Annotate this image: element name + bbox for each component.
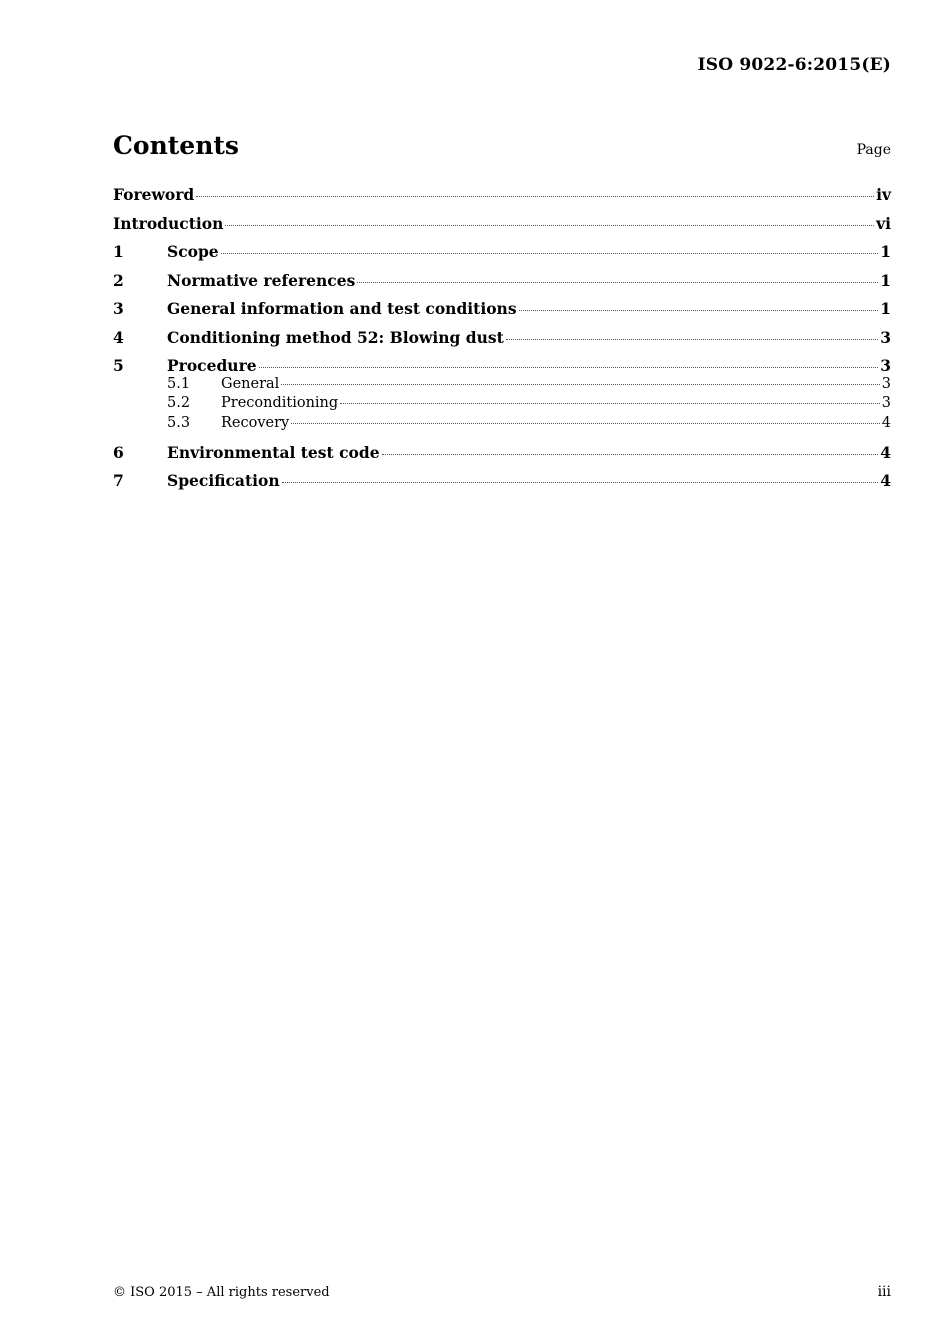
toc-entry-label: Normative references	[167, 270, 356, 290]
toc-entry-conditioning-method[interactable]	[113, 328, 891, 357]
toc-subentry-preconditioning[interactable]	[113, 395, 891, 414]
toc-leader-dots	[196, 196, 874, 197]
toc-entry-scope[interactable]	[113, 242, 891, 271]
toc-entry-number: 1	[113, 242, 124, 261]
toc-entry-label: Foreword	[113, 185, 195, 204]
toc-leader-dots	[225, 225, 874, 226]
toc-subentry-number: 5.3	[167, 414, 191, 431]
toc-entry-label: Environmental test code	[167, 442, 380, 462]
toc-entry-page: 1	[880, 270, 891, 290]
toc-entry-label: Introduction	[113, 213, 224, 233]
toc-entry-number: 6	[113, 442, 124, 462]
toc-entry-label: Conditioning method 52: Blowing dust	[167, 327, 504, 347]
toc-entry-label: Specification	[167, 471, 280, 491]
toc-subentry-general[interactable]	[113, 376, 891, 395]
toc-leader-dots	[506, 339, 878, 340]
toc-entry-number: 5	[113, 356, 124, 375]
toc-subentry-label: General	[221, 376, 280, 392]
toc-entry-introduction[interactable]	[113, 214, 891, 243]
toc-subentry-number: 5.1	[167, 376, 191, 392]
toc-entry-page: 1	[880, 299, 891, 318]
page-column-label: Page	[856, 142, 891, 158]
toc-entry-page: iv	[876, 185, 891, 204]
toc-subentry-number: 5.2	[167, 395, 191, 412]
toc-leader-dots	[221, 253, 879, 254]
toc-entry-page: 3	[880, 327, 891, 347]
toc-entry-number: 7	[113, 471, 124, 491]
toc-entry-label: Procedure	[167, 356, 257, 375]
toc-entry-page: 4	[880, 471, 891, 491]
toc-entry-general-information[interactable]	[113, 299, 891, 328]
toc-subentry-page: 3	[881, 395, 891, 412]
toc-entry-label: Scope	[167, 242, 219, 261]
toc-entry-number: 3	[113, 299, 124, 318]
toc-subentry-page: 3	[881, 376, 891, 392]
toc-entry-foreword[interactable]	[113, 185, 891, 214]
toc-leader-dots	[281, 384, 879, 385]
table-of-contents	[113, 185, 891, 500]
contents-heading: Contents	[113, 131, 240, 160]
page-number: iii	[877, 1284, 891, 1300]
toc-leader-dots	[259, 367, 879, 368]
document-identifier: ISO 9022-6:2015(E)	[697, 55, 891, 75]
toc-subentry-label: Preconditioning	[221, 395, 339, 412]
toc-subentry-page: 4	[881, 414, 891, 431]
toc-leader-dots	[291, 423, 880, 424]
toc-entry-page: 3	[880, 356, 891, 375]
toc-entry-page: 1	[880, 242, 891, 261]
toc-entry-specification[interactable]	[113, 471, 891, 500]
toc-entry-page: 4	[880, 442, 891, 462]
toc-entry-number: 2	[113, 270, 124, 290]
toc-subentry-recovery[interactable]	[113, 415, 891, 434]
toc-entry-number: 4	[113, 327, 124, 347]
toc-leader-dots	[357, 282, 878, 283]
copyright-notice: © ISO 2015 – All rights reserved	[113, 1285, 330, 1300]
toc-entry-page: vi	[876, 213, 891, 233]
toc-entry-normative-references[interactable]	[113, 271, 891, 300]
toc-entry-environmental-test-code[interactable]	[113, 443, 891, 472]
toc-leader-dots	[382, 454, 879, 455]
toc-entry-label: General information and test conditions	[167, 299, 517, 318]
toc-leader-dots	[282, 482, 879, 483]
toc-subentry-label: Recovery	[221, 414, 290, 431]
toc-entry-procedure[interactable]	[113, 356, 891, 376]
toc-leader-dots	[519, 310, 879, 311]
toc-leader-dots	[340, 403, 880, 404]
